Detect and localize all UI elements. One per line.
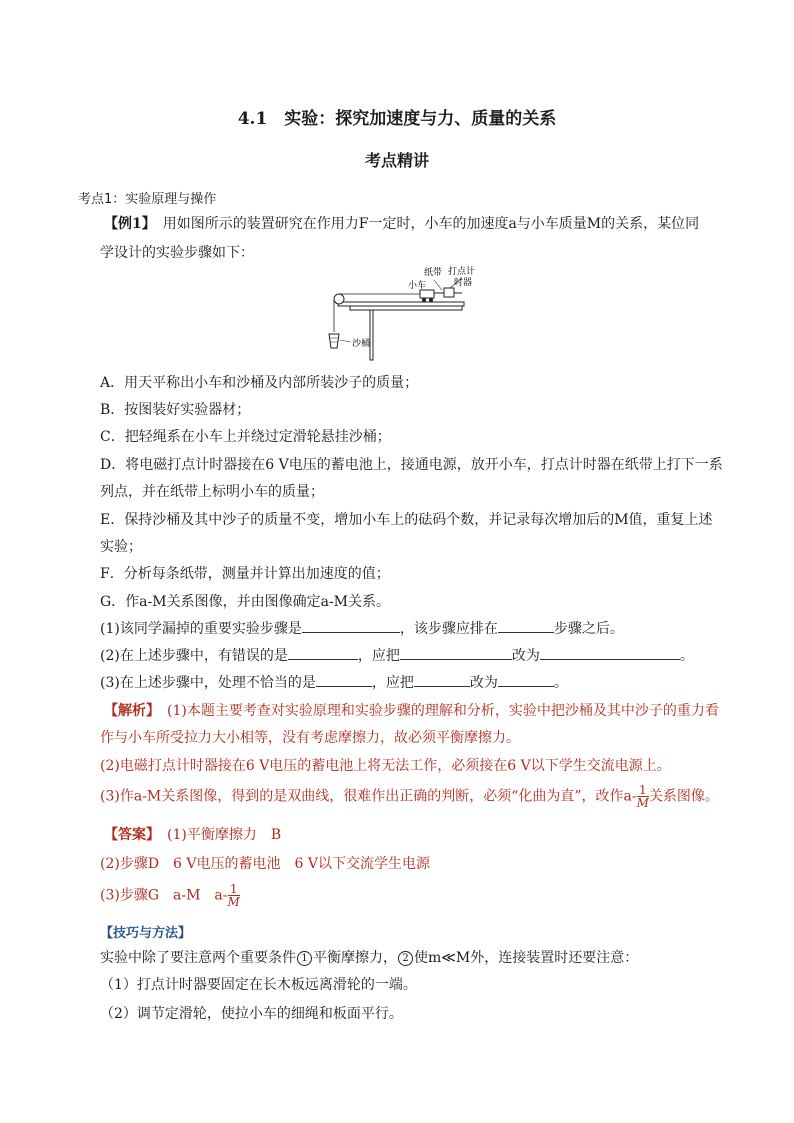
label-bucket: 沙桶: [352, 339, 371, 349]
page-title: 4.1 实验：探究加速度与力、质量的关系: [237, 109, 557, 129]
blank-2[interactable]: [498, 618, 554, 633]
blank-3[interactable]: [288, 645, 358, 660]
analysis-line-4: (3)作a-M关系图像，得到的是双曲线，很难作出正确的判断，必须“化曲为直”，改作a- $\frac{1}{M}$ 关系图像。: [100, 783, 719, 810]
step-d-2: 列点，并在纸带上标明小车的质量；: [100, 484, 324, 500]
step-b: B．按图装好实验器材；: [100, 402, 251, 418]
fraction-1-over-m: $\frac{1}{M}$: [636, 783, 649, 810]
timer: [444, 288, 454, 297]
step-e-2: 实验；: [100, 539, 142, 555]
analysis-line-2: 作与小车所受拉力大小相等，没有考虑摩擦力，故必须平衡摩擦力。: [100, 730, 520, 746]
answer-line-2: (2)步骤D 6 V电压的蓄电池 6 V以下交流学生电源: [100, 856, 430, 872]
tips-label: 【技巧与方法】: [100, 926, 192, 941]
blank-6[interactable]: [316, 672, 372, 687]
apparatus-figure: [326, 262, 496, 362]
sand-bucket: [329, 334, 339, 348]
blank-4[interactable]: [400, 645, 512, 660]
example-text-1: 用如图所示的装置研究在作用力F一定时，小车的加速度a与小车质量M的关系，某位同: [162, 216, 700, 232]
table-leg: [370, 310, 373, 360]
analysis-label: 【解析】: [104, 703, 153, 719]
circled-1: 1: [297, 951, 312, 966]
tips-point-1: （1）打点计时器要固定在长木板远离滑轮的一端。: [100, 977, 417, 993]
blank-7[interactable]: [414, 672, 470, 687]
blank-1[interactable]: [302, 618, 400, 633]
question-1: (1)该同学漏掉的重要实验步骤是 ，该步骤应排在 步骤之后。: [100, 618, 624, 638]
tips-intro: 实验中除了要注意两个重要条件 1 平衡摩擦力， 2 使m≪M外，连接装置时还要注意：: [100, 950, 639, 966]
board: [338, 302, 464, 306]
analysis-line-3: (2)电磁打点计时器接在6 V电压的蓄电池上将无法工作，必须接在6 V以下学生交流电源上。: [100, 758, 671, 774]
label-timer-1: 打点计: [448, 267, 476, 277]
example-line-2: 学设计的实验步骤如下：: [100, 245, 254, 261]
page-subtitle: 考点精讲: [364, 151, 429, 170]
step-e-1: E．保持沙桶及其中沙子的质量不变，增加小车上的砝码个数，并记录每次增加后的M值，重复上述: [100, 512, 713, 528]
base-board: [350, 306, 462, 310]
answer-label: 【答案】: [104, 827, 153, 843]
example-line-1: [104, 213, 699, 233]
tips-point-2: （2）调节定滑轮，使拉小车的细绳和板面平行。: [100, 1006, 403, 1022]
analysis-line-1: 【解析】 (1)本题主要考查对实验原理和实验步骤的理解和分析，实验中把沙桶及其中沙子的重力看: [104, 703, 719, 719]
blank-5[interactable]: [540, 645, 680, 660]
label-timer-2: 时器: [454, 278, 473, 288]
fraction-1-over-m-2: $\frac{1}{M}$: [227, 882, 240, 909]
step-f: F．分析每条纸带，测量并计算出加速度的值；: [100, 566, 390, 582]
answer-line-3: (3)步骤G a-M a- $\frac{1}{M}$: [100, 882, 240, 909]
pulley: [334, 294, 344, 304]
circled-2: 2: [398, 951, 413, 966]
section-heading: 考点1：实验原理与操作: [78, 192, 217, 207]
step-c: C．把轻绳系在小车上并绕过定滑轮悬挂沙桶；: [100, 429, 391, 445]
example-label: 【例1】: [104, 216, 149, 232]
question-2: (2)在上述步骤中，有错误的是 ，应把 改为 。: [100, 645, 694, 665]
answer-line-1: 【答案】 (1)平衡摩擦力 B: [104, 827, 282, 843]
blank-8[interactable]: [498, 672, 554, 687]
question-3: (3)在上述步骤中，处理不恰当的是 ，应把 改为 。: [100, 672, 568, 692]
cart: [420, 290, 434, 298]
step-g: G．作a-M关系图像，并由图像确定a-M关系。: [100, 594, 391, 610]
label-tape: 纸带: [424, 268, 443, 278]
step-d-1: D．将电磁打点计时器接在6 V电压的蓄电池上，接通电源，放开小车，打点计时器在纸带上打下一系: [100, 457, 723, 473]
label-cart: 小车: [408, 281, 427, 291]
step-a: A．用天平称出小车和沙桶及内部所装沙子的质量；: [100, 375, 419, 391]
